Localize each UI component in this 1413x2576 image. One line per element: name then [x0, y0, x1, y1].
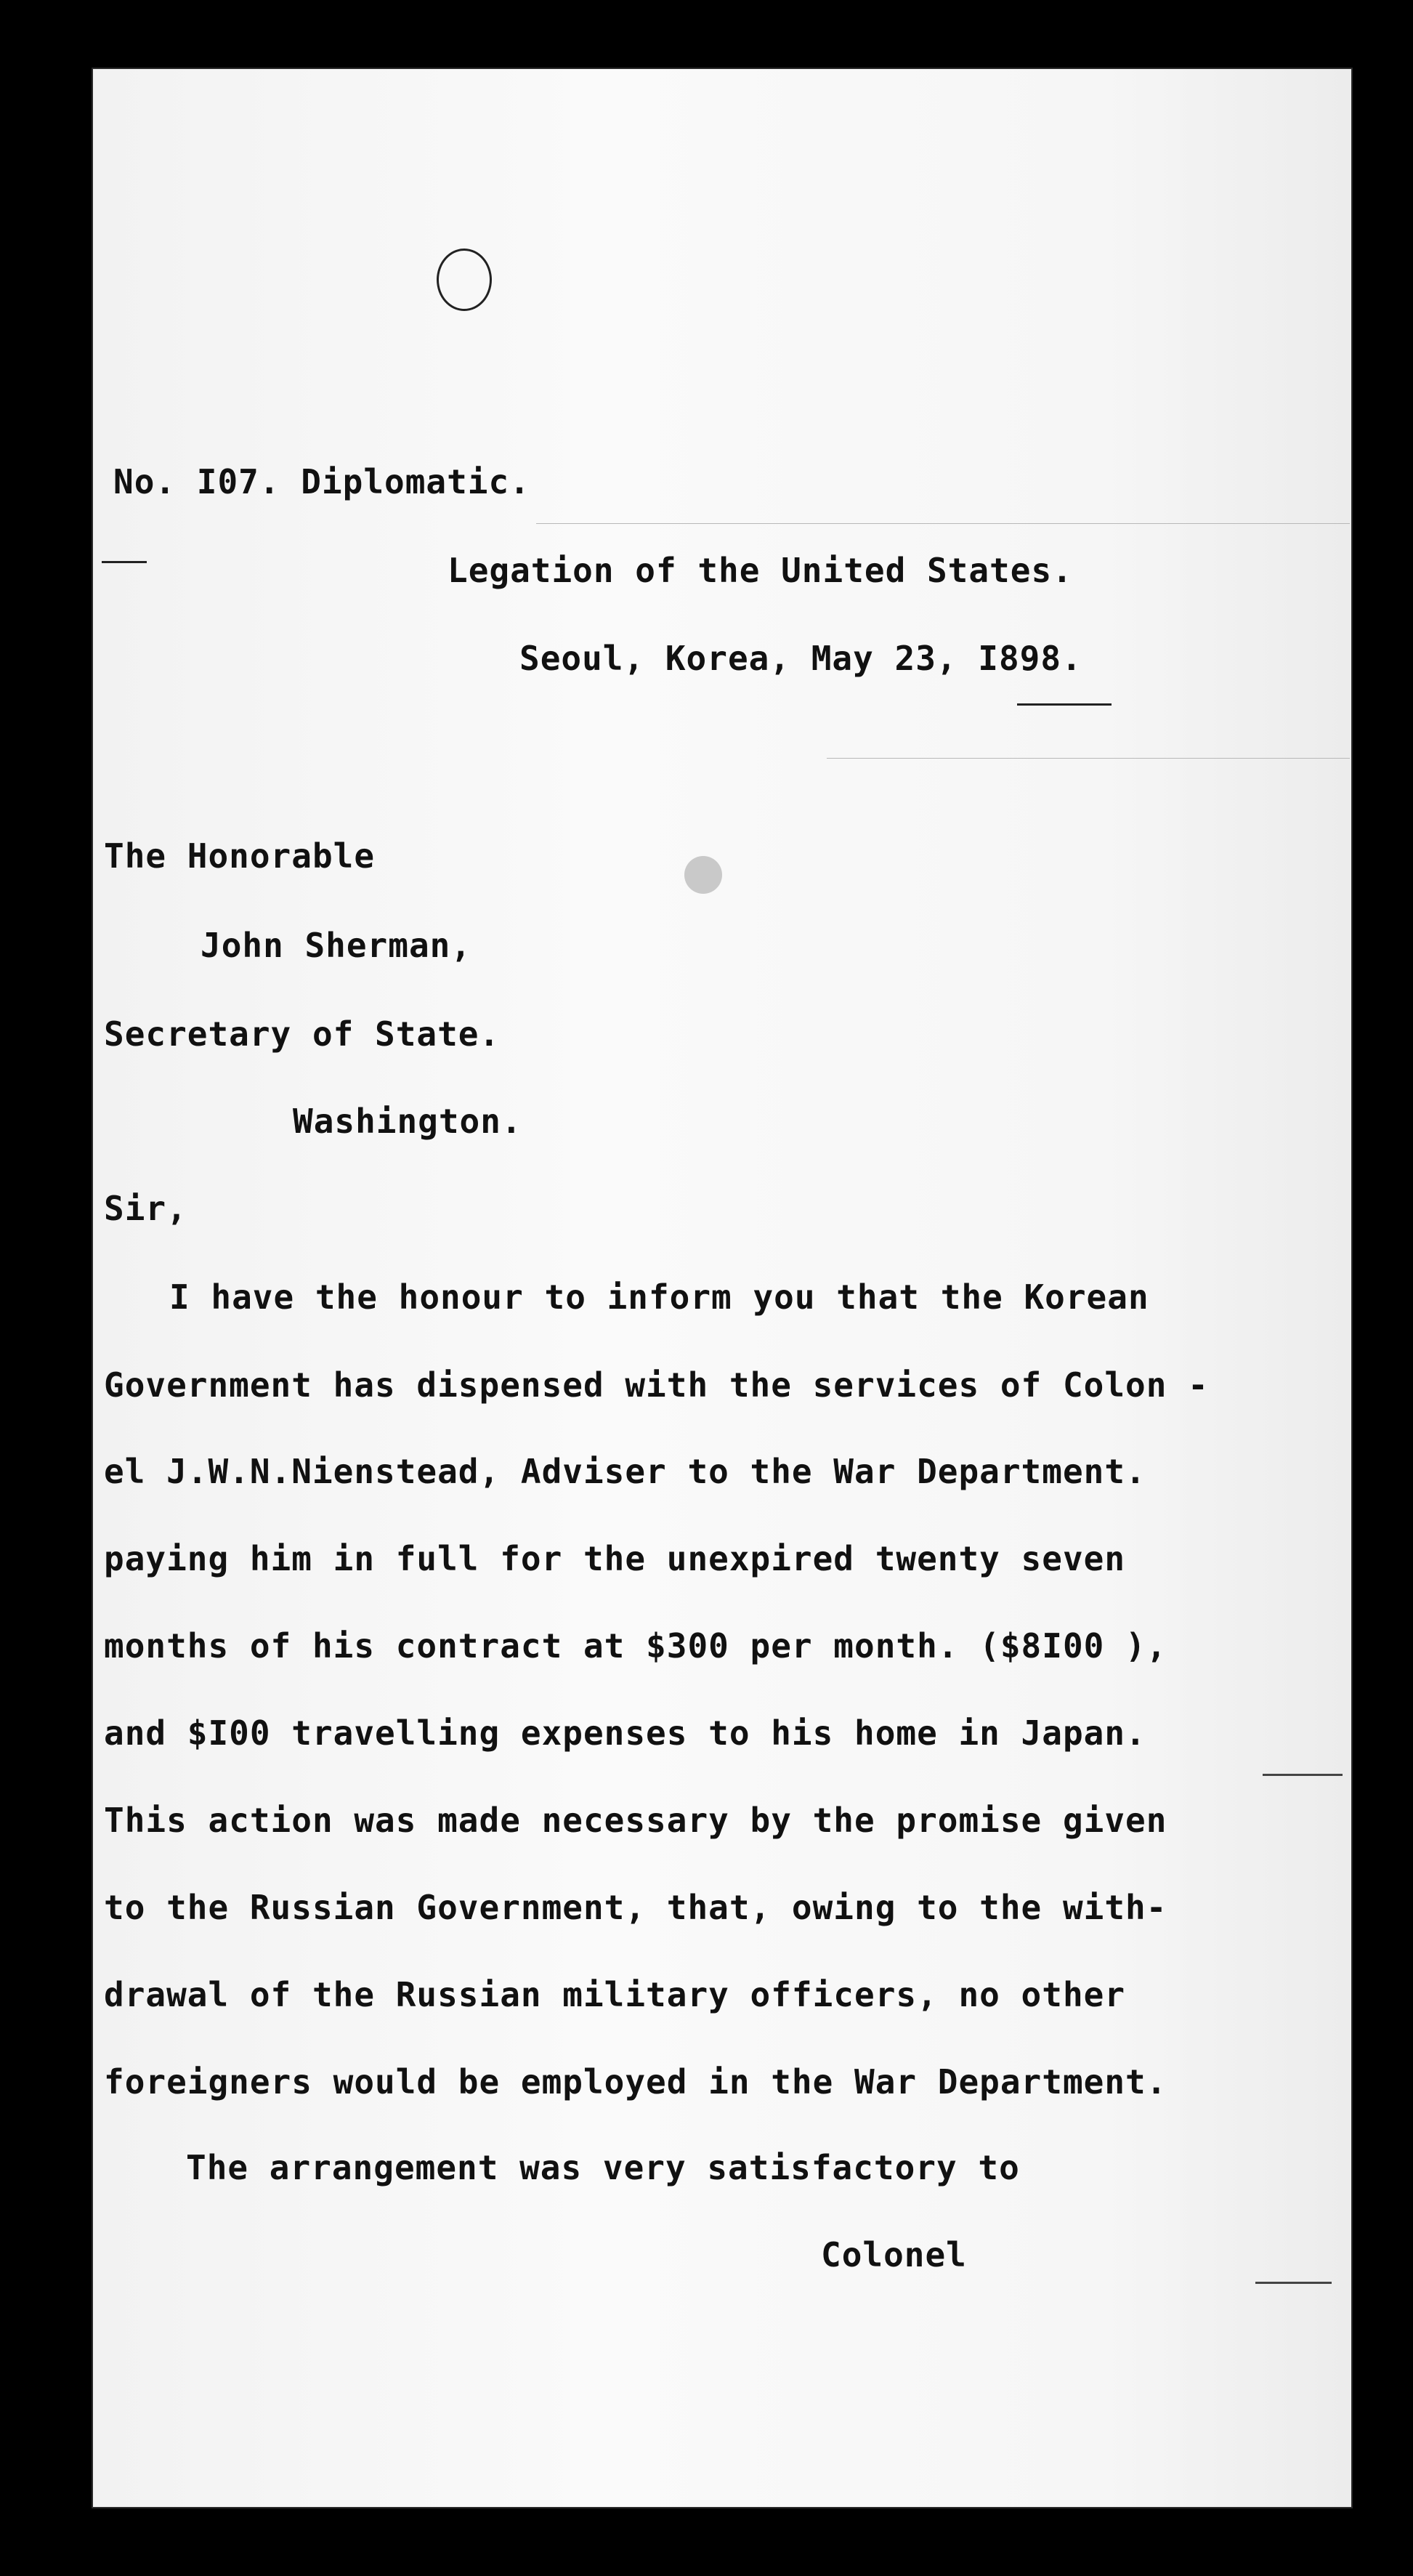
addressee-title: Secretary of State.: [104, 1014, 501, 1054]
dispatch-number: No. I07. Diplomatic.: [113, 462, 530, 501]
place-and-date: Seoul, Korea, May 23, I898.: [519, 639, 1082, 678]
body-line: foreigners would be employed in the War Department.: [104, 2062, 1167, 2101]
catchword: Colonel: [821, 2235, 967, 2274]
margin-dash-mark: [102, 561, 147, 563]
body-line: This action was made necessary by the promise given: [104, 1801, 1167, 1840]
margin-dash-mark: [1017, 703, 1112, 706]
margin-dash-mark: [1263, 1774, 1343, 1776]
faint-rule-line: [827, 758, 1350, 759]
legation-heading: Legation of the United States.: [448, 551, 1073, 590]
addressee-honorific: The Honorable: [104, 836, 376, 876]
body-line: paying him in full for the unexpired twenty seven: [104, 1539, 1126, 1578]
body-line: I have the honour to inform you that the Korean: [169, 1277, 1149, 1317]
addressee-city: Washington.: [293, 1102, 522, 1141]
salutation: Sir,: [104, 1189, 187, 1228]
body-line: Government has dispensed with the services of Colon -: [104, 1365, 1209, 1405]
body-line: The arrangement was very satisfactory to: [186, 2148, 1020, 2187]
faint-rule-line: [536, 523, 1350, 524]
paper-blemish: [684, 856, 722, 894]
body-line: el J.W.N.Nienstead, Adviser to the War Department.: [104, 1452, 1146, 1491]
letter-page: [93, 69, 1351, 2507]
body-line: months of his contract at $300 per month. ($8I00 ),: [104, 1626, 1167, 1665]
body-line: drawal of the Russian military officers, no other: [104, 1975, 1126, 2014]
body-line: to the Russian Government, that, owing to the with-: [104, 1888, 1167, 1927]
body-line: and $I00 travelling expenses to his home in Japan.: [104, 1713, 1146, 1753]
punch-hole-mark: [437, 249, 492, 311]
margin-dash-mark: [1255, 2282, 1332, 2284]
addressee-name: John Sherman,: [201, 926, 472, 965]
